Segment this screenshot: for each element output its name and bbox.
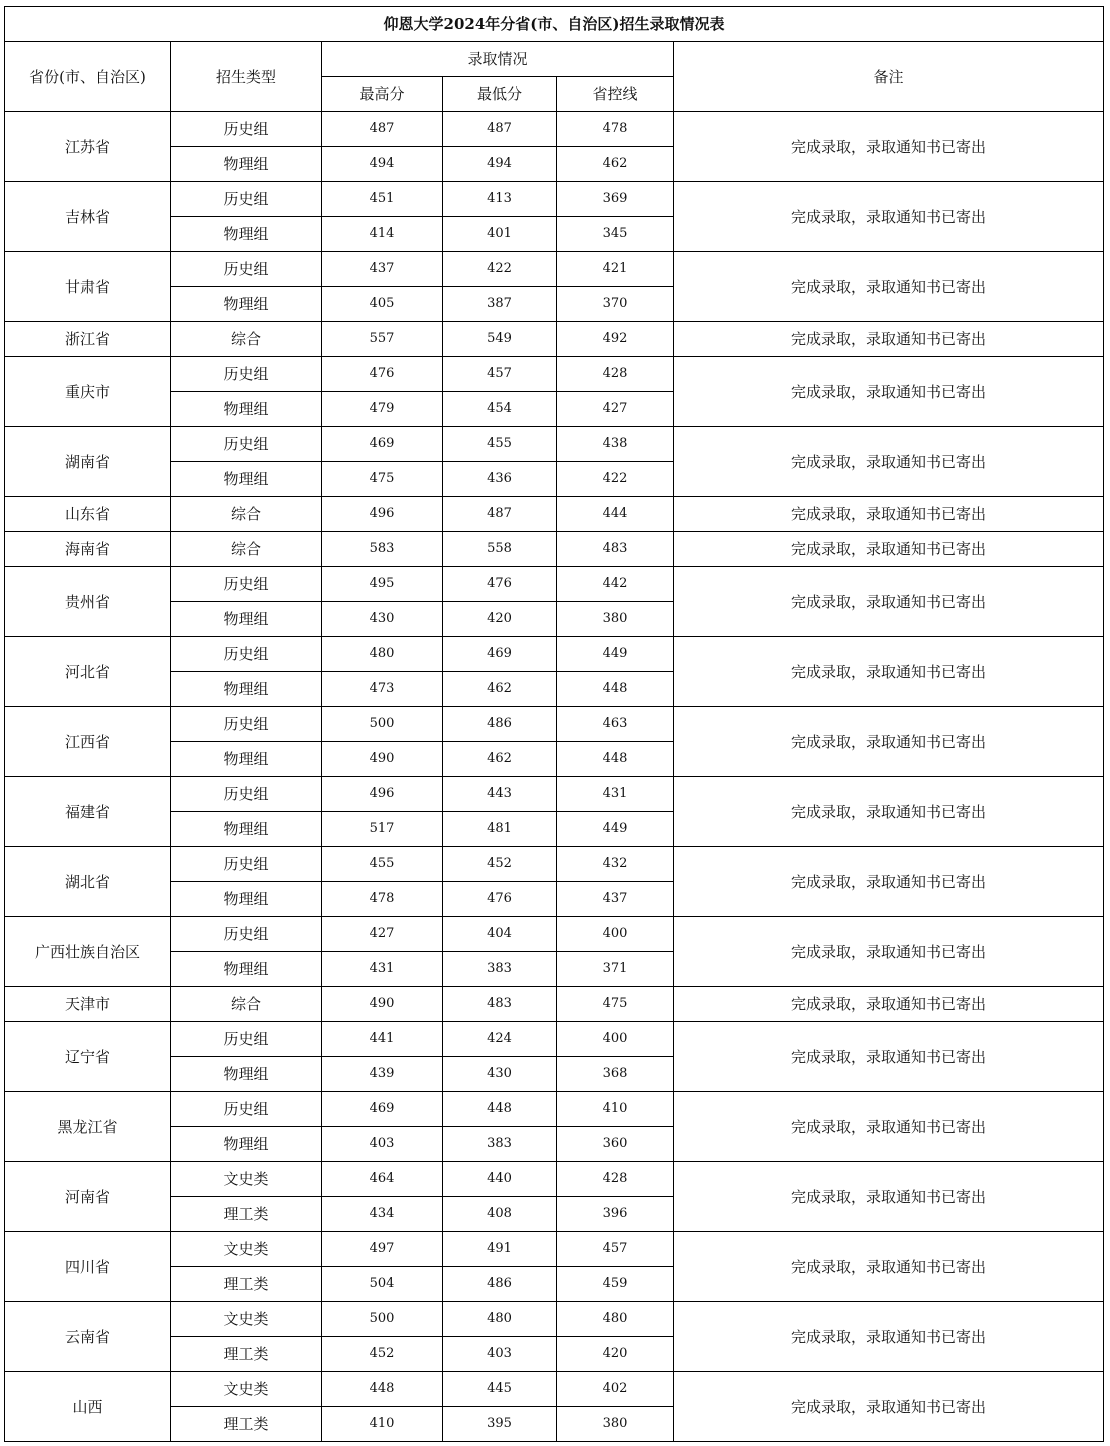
- min-score-cell: 480: [443, 1302, 557, 1337]
- max-score-cell: 451: [322, 182, 443, 217]
- min-score-cell: 403: [443, 1337, 557, 1372]
- table-row: [5, 357, 1104, 392]
- type-cell: 综合: [171, 322, 322, 357]
- control-line-cell: 444: [557, 497, 674, 532]
- min-score-cell: 387: [443, 287, 557, 322]
- type-cell: 历史组: [171, 917, 322, 952]
- header-admission: 录取情况: [322, 42, 674, 77]
- max-score-cell: 403: [322, 1127, 443, 1162]
- max-score-cell: 479: [322, 392, 443, 427]
- note-cell: 完成录取，录取通知书已寄出: [674, 987, 1104, 1022]
- min-score-cell: 413: [443, 182, 557, 217]
- note-cell: 完成录取，录取通知书已寄出: [674, 532, 1104, 567]
- control-line-cell: 457: [557, 1232, 674, 1267]
- table-row: [5, 1092, 1104, 1127]
- type-cell: 物理组: [171, 1057, 322, 1092]
- province-cell: 贵州省: [5, 567, 171, 637]
- table-row: [5, 1022, 1104, 1057]
- control-line-cell: 449: [557, 637, 674, 672]
- table-row: [5, 112, 1104, 147]
- province-cell: 天津市: [5, 987, 171, 1022]
- table-title: 仰恩大学2024年分省(市、自治区)招生录取情况表: [5, 7, 1104, 42]
- min-score-cell: 401: [443, 217, 557, 252]
- table-row: [5, 1372, 1104, 1407]
- note-cell: 完成录取，录取通知书已寄出: [674, 252, 1104, 322]
- type-cell: 文史类: [171, 1372, 322, 1407]
- province-cell: 辽宁省: [5, 1022, 171, 1092]
- note-cell: 完成录取，录取通知书已寄出: [674, 1232, 1104, 1302]
- min-score-cell: 469: [443, 637, 557, 672]
- province-cell: 重庆市: [5, 357, 171, 427]
- min-score-cell: 462: [443, 742, 557, 777]
- max-score-cell: 464: [322, 1162, 443, 1197]
- min-score-cell: 491: [443, 1232, 557, 1267]
- note-cell: 完成录取，录取通知书已寄出: [674, 1372, 1104, 1442]
- control-line-cell: 345: [557, 217, 674, 252]
- control-line-cell: 428: [557, 1162, 674, 1197]
- max-score-cell: 410: [322, 1407, 443, 1442]
- type-cell: 物理组: [171, 147, 322, 182]
- max-score-cell: 500: [322, 707, 443, 742]
- type-cell: 物理组: [171, 952, 322, 987]
- type-cell: 历史组: [171, 112, 322, 147]
- title-row: [5, 7, 1104, 42]
- control-line-cell: 369: [557, 182, 674, 217]
- province-cell: 云南省: [5, 1302, 171, 1372]
- type-cell: 文史类: [171, 1162, 322, 1197]
- note-cell: 完成录取，录取通知书已寄出: [674, 112, 1104, 182]
- max-score-cell: 497: [322, 1232, 443, 1267]
- max-score-cell: 490: [322, 987, 443, 1022]
- min-score-cell: 408: [443, 1197, 557, 1232]
- control-line-cell: 431: [557, 777, 674, 812]
- control-line-cell: 410: [557, 1092, 674, 1127]
- min-score-cell: 404: [443, 917, 557, 952]
- table-row: [5, 777, 1104, 812]
- province-cell: 海南省: [5, 532, 171, 567]
- province-cell: 山东省: [5, 497, 171, 532]
- control-line-cell: 380: [557, 1407, 674, 1442]
- min-score-cell: 440: [443, 1162, 557, 1197]
- type-cell: 历史组: [171, 637, 322, 672]
- table-row: [5, 427, 1104, 462]
- table-row: [5, 987, 1104, 1022]
- max-score-cell: 441: [322, 1022, 443, 1057]
- max-score-cell: 434: [322, 1197, 443, 1232]
- table-row: [5, 637, 1104, 672]
- note-cell: 完成录取，录取通知书已寄出: [674, 182, 1104, 252]
- min-score-cell: 476: [443, 882, 557, 917]
- max-score-cell: 469: [322, 1092, 443, 1127]
- province-cell: 湖北省: [5, 847, 171, 917]
- province-cell: 甘肃省: [5, 252, 171, 322]
- control-line-cell: 380: [557, 602, 674, 637]
- type-cell: 物理组: [171, 392, 322, 427]
- note-cell: 完成录取，录取通知书已寄出: [674, 1022, 1104, 1092]
- type-cell: 历史组: [171, 777, 322, 812]
- type-cell: 历史组: [171, 427, 322, 462]
- type-cell: 理工类: [171, 1267, 322, 1302]
- max-score-cell: 487: [322, 112, 443, 147]
- max-score-cell: 490: [322, 742, 443, 777]
- control-line-cell: 475: [557, 987, 674, 1022]
- header-note: 备注: [674, 42, 1104, 112]
- max-score-cell: 430: [322, 602, 443, 637]
- type-cell: 物理组: [171, 742, 322, 777]
- control-line-cell: 370: [557, 287, 674, 322]
- control-line-cell: 371: [557, 952, 674, 987]
- min-score-cell: 476: [443, 567, 557, 602]
- table-row: [5, 917, 1104, 952]
- min-score-cell: 443: [443, 777, 557, 812]
- max-score-cell: 437: [322, 252, 443, 287]
- min-score-cell: 494: [443, 147, 557, 182]
- province-cell: 河北省: [5, 637, 171, 707]
- header-control-line: 省控线: [557, 77, 674, 112]
- header-row: [5, 42, 1104, 77]
- control-line-cell: 463: [557, 707, 674, 742]
- province-cell: 福建省: [5, 777, 171, 847]
- note-cell: 完成录取，录取通知书已寄出: [674, 357, 1104, 427]
- max-score-cell: 517: [322, 812, 443, 847]
- min-score-cell: 445: [443, 1372, 557, 1407]
- table-row: [5, 182, 1104, 217]
- control-line-cell: 420: [557, 1337, 674, 1372]
- type-cell: 综合: [171, 497, 322, 532]
- control-line-cell: 427: [557, 392, 674, 427]
- max-score-cell: 480: [322, 637, 443, 672]
- table-row: [5, 322, 1104, 357]
- type-cell: 物理组: [171, 602, 322, 637]
- max-score-cell: 583: [322, 532, 443, 567]
- min-score-cell: 455: [443, 427, 557, 462]
- type-cell: 历史组: [171, 182, 322, 217]
- table-row: [5, 497, 1104, 532]
- min-score-cell: 549: [443, 322, 557, 357]
- table-row: [5, 1302, 1104, 1337]
- type-cell: 物理组: [171, 812, 322, 847]
- province-cell: 湖南省: [5, 427, 171, 497]
- note-cell: 完成录取，录取通知书已寄出: [674, 567, 1104, 637]
- province-cell: 四川省: [5, 1232, 171, 1302]
- max-score-cell: 427: [322, 917, 443, 952]
- min-score-cell: 383: [443, 1127, 557, 1162]
- type-cell: 物理组: [171, 1127, 322, 1162]
- table-row: [5, 252, 1104, 287]
- province-cell: 黑龙江省: [5, 1092, 171, 1162]
- header-max-score: 最高分: [322, 77, 443, 112]
- control-line-cell: 448: [557, 672, 674, 707]
- control-line-cell: 449: [557, 812, 674, 847]
- min-score-cell: 452: [443, 847, 557, 882]
- type-cell: 理工类: [171, 1197, 322, 1232]
- type-cell: 物理组: [171, 462, 322, 497]
- control-line-cell: 368: [557, 1057, 674, 1092]
- min-score-cell: 454: [443, 392, 557, 427]
- control-line-cell: 442: [557, 567, 674, 602]
- control-line-cell: 400: [557, 917, 674, 952]
- type-cell: 历史组: [171, 252, 322, 287]
- max-score-cell: 469: [322, 427, 443, 462]
- min-score-cell: 420: [443, 602, 557, 637]
- min-score-cell: 430: [443, 1057, 557, 1092]
- table-row: [5, 847, 1104, 882]
- min-score-cell: 424: [443, 1022, 557, 1057]
- type-cell: 文史类: [171, 1302, 322, 1337]
- max-score-cell: 476: [322, 357, 443, 392]
- type-cell: 历史组: [171, 707, 322, 742]
- header-min-score: 最低分: [443, 77, 557, 112]
- note-cell: 完成录取，录取通知书已寄出: [674, 322, 1104, 357]
- min-score-cell: 483: [443, 987, 557, 1022]
- note-cell: 完成录取，录取通知书已寄出: [674, 637, 1104, 707]
- max-score-cell: 496: [322, 497, 443, 532]
- note-cell: 完成录取，录取通知书已寄出: [674, 707, 1104, 777]
- control-line-cell: 428: [557, 357, 674, 392]
- control-line-cell: 360: [557, 1127, 674, 1162]
- type-cell: 物理组: [171, 672, 322, 707]
- type-cell: 理工类: [171, 1407, 322, 1442]
- min-score-cell: 422: [443, 252, 557, 287]
- note-cell: 完成录取，录取通知书已寄出: [674, 777, 1104, 847]
- control-line-cell: 459: [557, 1267, 674, 1302]
- max-score-cell: 478: [322, 882, 443, 917]
- province-cell: 河南省: [5, 1162, 171, 1232]
- max-score-cell: 473: [322, 672, 443, 707]
- control-line-cell: 483: [557, 532, 674, 567]
- min-score-cell: 486: [443, 1267, 557, 1302]
- max-score-cell: 455: [322, 847, 443, 882]
- table-row: [5, 1162, 1104, 1197]
- min-score-cell: 448: [443, 1092, 557, 1127]
- control-line-cell: 448: [557, 742, 674, 777]
- control-line-cell: 422: [557, 462, 674, 497]
- control-line-cell: 400: [557, 1022, 674, 1057]
- control-line-cell: 432: [557, 847, 674, 882]
- min-score-cell: 383: [443, 952, 557, 987]
- province-cell: 山西: [5, 1372, 171, 1442]
- note-cell: 完成录取，录取通知书已寄出: [674, 1162, 1104, 1232]
- header-province: 省份(市、自治区): [5, 42, 171, 112]
- type-cell: 文史类: [171, 1232, 322, 1267]
- max-score-cell: 496: [322, 777, 443, 812]
- min-score-cell: 481: [443, 812, 557, 847]
- type-cell: 历史组: [171, 1092, 322, 1127]
- max-score-cell: 475: [322, 462, 443, 497]
- type-cell: 物理组: [171, 217, 322, 252]
- province-cell: 浙江省: [5, 322, 171, 357]
- max-score-cell: 405: [322, 287, 443, 322]
- type-cell: 历史组: [171, 1022, 322, 1057]
- note-cell: 完成录取，录取通知书已寄出: [674, 427, 1104, 497]
- type-cell: 物理组: [171, 882, 322, 917]
- control-line-cell: 396: [557, 1197, 674, 1232]
- type-cell: 历史组: [171, 567, 322, 602]
- type-cell: 历史组: [171, 847, 322, 882]
- max-score-cell: 557: [322, 322, 443, 357]
- note-cell: 完成录取，录取通知书已寄出: [674, 1092, 1104, 1162]
- max-score-cell: 500: [322, 1302, 443, 1337]
- type-cell: 综合: [171, 987, 322, 1022]
- min-score-cell: 486: [443, 707, 557, 742]
- type-cell: 理工类: [171, 1337, 322, 1372]
- min-score-cell: 487: [443, 112, 557, 147]
- max-score-cell: 452: [322, 1337, 443, 1372]
- max-score-cell: 431: [322, 952, 443, 987]
- max-score-cell: 504: [322, 1267, 443, 1302]
- control-line-cell: 438: [557, 427, 674, 462]
- control-line-cell: 462: [557, 147, 674, 182]
- max-score-cell: 448: [322, 1372, 443, 1407]
- max-score-cell: 439: [322, 1057, 443, 1092]
- type-cell: 历史组: [171, 357, 322, 392]
- table-row: [5, 1232, 1104, 1267]
- province-cell: 江西省: [5, 707, 171, 777]
- province-cell: 江苏省: [5, 112, 171, 182]
- min-score-cell: 395: [443, 1407, 557, 1442]
- min-score-cell: 487: [443, 497, 557, 532]
- control-line-cell: 402: [557, 1372, 674, 1407]
- note-cell: 完成录取，录取通知书已寄出: [674, 847, 1104, 917]
- table-row: [5, 532, 1104, 567]
- control-line-cell: 480: [557, 1302, 674, 1337]
- min-score-cell: 457: [443, 357, 557, 392]
- control-line-cell: 492: [557, 322, 674, 357]
- max-score-cell: 494: [322, 147, 443, 182]
- type-cell: 综合: [171, 532, 322, 567]
- province-cell: 吉林省: [5, 182, 171, 252]
- admission-table: [4, 6, 1104, 1442]
- header-type: 招生类型: [171, 42, 322, 112]
- control-line-cell: 478: [557, 112, 674, 147]
- min-score-cell: 558: [443, 532, 557, 567]
- max-score-cell: 495: [322, 567, 443, 602]
- control-line-cell: 421: [557, 252, 674, 287]
- note-cell: 完成录取，录取通知书已寄出: [674, 497, 1104, 532]
- max-score-cell: 414: [322, 217, 443, 252]
- note-cell: 完成录取，录取通知书已寄出: [674, 917, 1104, 987]
- min-score-cell: 436: [443, 462, 557, 497]
- min-score-cell: 462: [443, 672, 557, 707]
- table-body: [5, 7, 1104, 1442]
- table-row: [5, 567, 1104, 602]
- province-cell: 广西壮族自治区: [5, 917, 171, 987]
- table-row: [5, 707, 1104, 742]
- control-line-cell: 437: [557, 882, 674, 917]
- note-cell: 完成录取，录取通知书已寄出: [674, 1302, 1104, 1372]
- type-cell: 物理组: [171, 287, 322, 322]
